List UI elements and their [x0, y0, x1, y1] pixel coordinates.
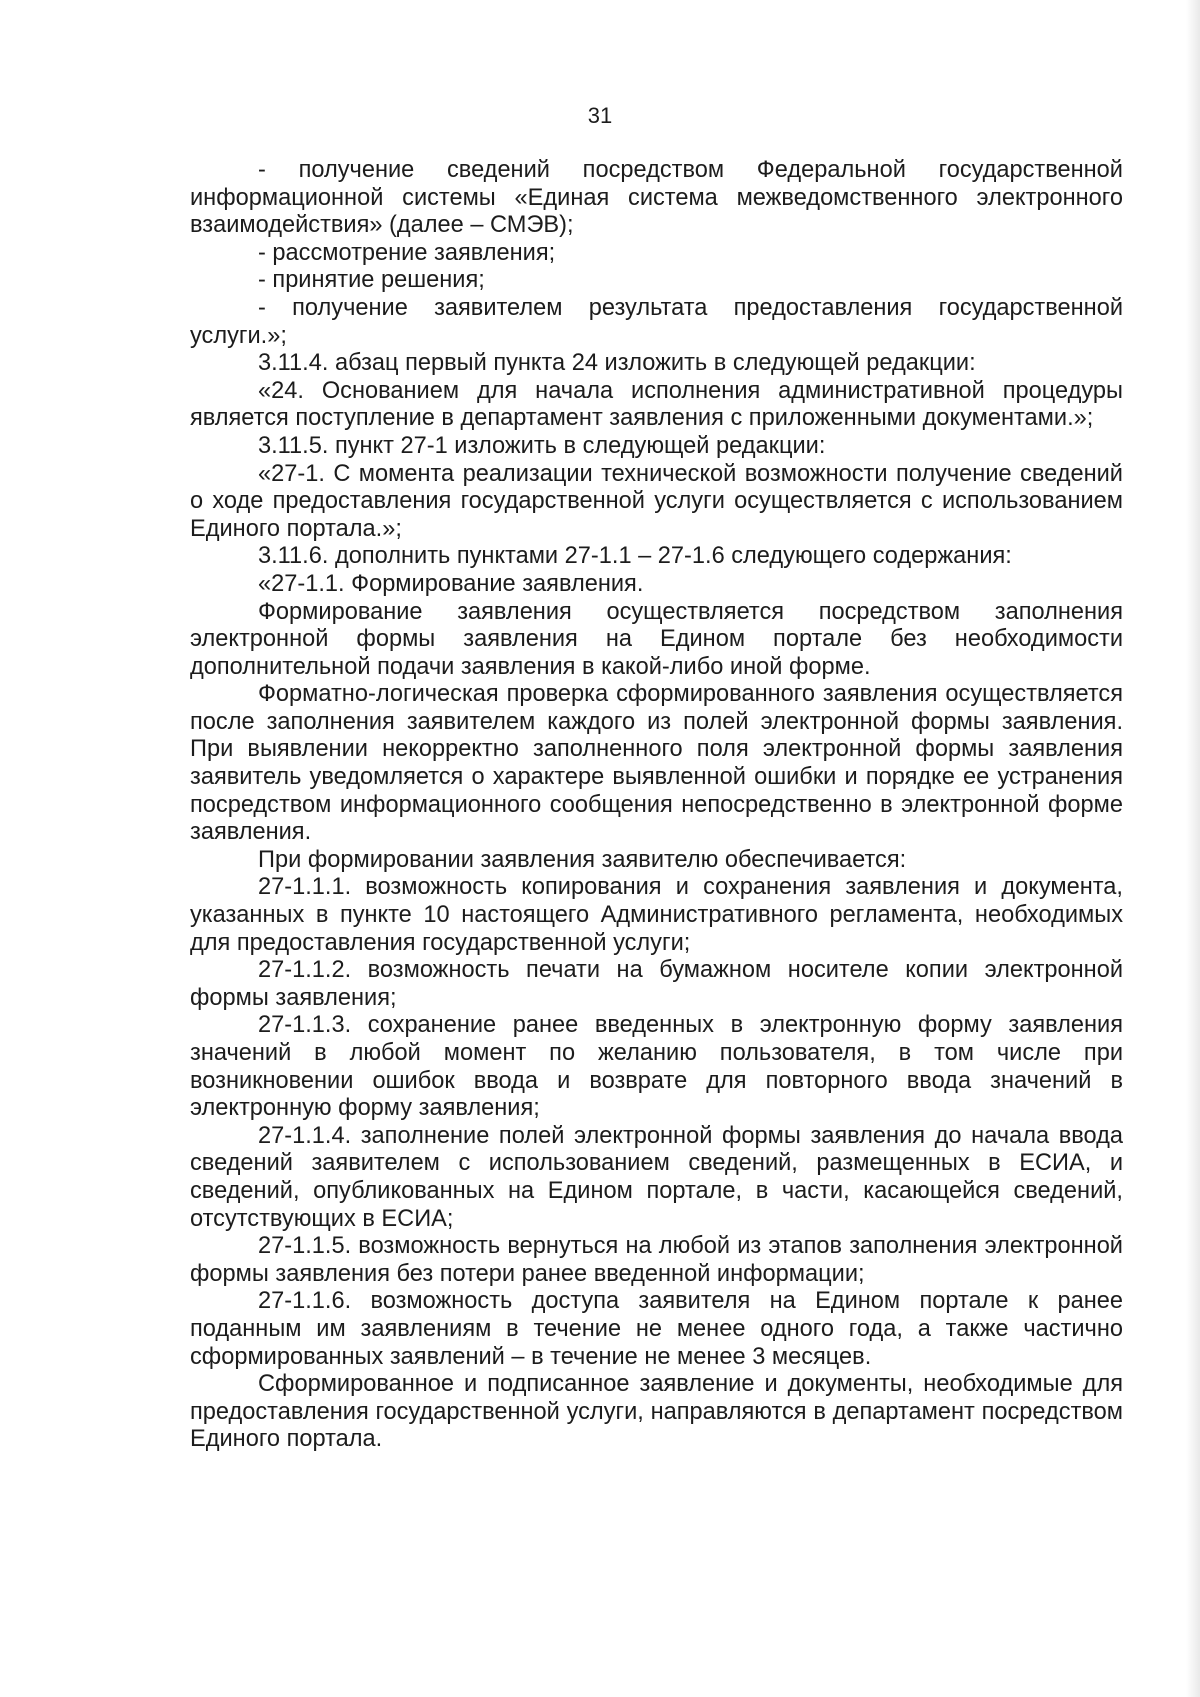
paragraph-final: Сформированное и подписанное заявление и документы, необходимые для предоставления государственной услуги, направляются в департамент посредством Единого портала. — [190, 1371, 1123, 1453]
paragraph-27-1-1-6: 27-1.1.6. возможность доступа заявителя на Едином портале к ранее поданным им заявлениям в течение не менее одного года, а также частично сформированных заявлений – в течение не менее 3 месяцев. — [190, 1288, 1123, 1370]
paragraph-3-11-6: 3.11.6. дополнить пунктами 27-1.1 – 27-1.6 следующего содержания: — [258, 543, 1012, 570]
document-body — [190, 157, 1123, 1454]
paragraph-smev: - получение сведений посредством Федеральной государственной информационной системы «Единая система межведомственного электронного взаимодействия» (далее – СМЭВ); — [190, 157, 1123, 239]
paragraph-27-1-1-3: 27-1.1.3. сохранение ранее введенных в электронную форму заявления значений в любой момент по желанию пользователя, в том числе при возникновении ошибок ввода и возврате для повторного ввода значений в электронную форму заявления; — [190, 1012, 1123, 1122]
paragraph-27-1-1-heading: «27-1.1. Формирование заявления. — [258, 570, 644, 597]
paragraph-provided: При формировании заявления заявителю обеспечивается: — [258, 846, 907, 873]
paragraph-27-1-1-2: 27-1.1.2. возможность печати на бумажном носителе копии электронной формы заявления; — [190, 957, 1123, 1011]
page-number: 31 — [587, 103, 613, 128]
paragraph-form-filling: Формирование заявления осуществляется посредством заполнения электронной формы заявления на Едином портале без необходимости дополнительной подачи заявления в какой-либо иной форме. — [190, 598, 1123, 680]
paragraph-review: - рассмотрение заявления; — [258, 239, 556, 266]
paragraph-27-1-1-4: 27-1.1.4. заполнение полей электронной формы заявления до начала ввода сведений заявителем с использованием сведений, размещенных в ЕСИА, и сведений, опубликованных на Едином портале, в части, касающейся сведений, отсутствующих в ЕСИА; — [190, 1122, 1123, 1232]
paragraph-result: - получение заявителем результата предоставления государственной услуги.»; — [190, 294, 1123, 349]
paragraph-24: «24. Основанием для начала исполнения административной процедуры является поступление в департамент заявления с приложенными документами.»; — [190, 377, 1123, 432]
paragraph-format-check: Форматно-логическая проверка сформированного заявления осуществляется после заполнения заявителем каждого из полей электронной формы заявления. При выявлении некорректно заполненного поля электронной формы заявления заявитель уведомляется о характере выявленной ошибки и порядке ее устранения посредством информационного сообщения непосредственно в электронной форме заявления. — [190, 681, 1123, 846]
paragraph-decision: - принятие решения; — [258, 267, 485, 294]
paragraph-27-1-1-5: 27-1.1.5. возможность вернуться на любой из этапов заполнения электронной формы заявления без потери ранее введенной информации; — [190, 1233, 1123, 1287]
paragraph-27-1-1-1: 27-1.1.1. возможность копирования и сохранения заявления и документа, указанных в пункте 10 настоящего Административного регламента, необходимых для предоставления государственной услуги; — [190, 874, 1123, 956]
page-edge-shadow — [1186, 0, 1200, 1697]
paragraph-27-1: «27-1. С момента реализации технической возможности получение сведений о ходе предоставления государственной услуги осуществляется с использованием Единого портала.»; — [190, 460, 1123, 542]
paragraph-3-11-5: 3.11.5. пункт 27-1 изложить в следующей редакции: — [258, 432, 826, 459]
paragraph-3-11-4: 3.11.4. абзац первый пункта 24 изложить в следующей редакции: — [258, 350, 976, 377]
